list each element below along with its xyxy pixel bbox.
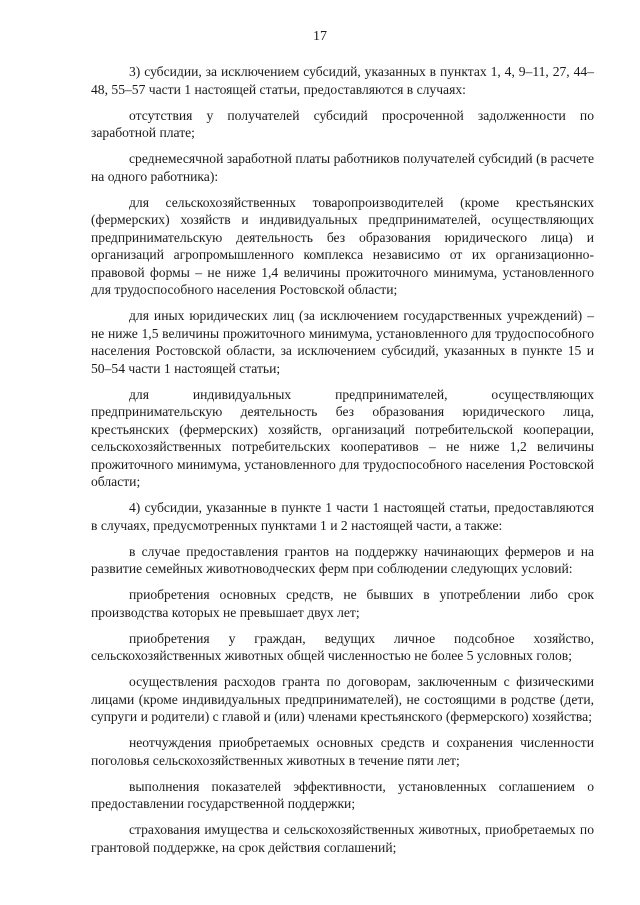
paragraph: неотчуждения приобретаемых основных средств и сохранения численности поголовья сельскохозяйственных животных в течение пяти лет; — [91, 735, 594, 768]
paragraph: в случае предоставления грантов на поддержку начинающих фермеров и на развитие семейных животноводческих ферм при соблюдении следующих условий: — [91, 543, 594, 576]
document-body — [91, 63, 594, 865]
paragraph: 3) субсидии, за исключением субсидий, указанных в пунктах 1, 4, 9–11, 27, 44–48, 55–57 части 1 настоящей статьи, предоставляются в случаях: — [91, 64, 594, 97]
paragraph: отсутствия у получателей субсидий просроченной задолженности по заработной плате; — [91, 107, 594, 140]
paragraph: выполнения показателей эффективности, установленных соглашением о предоставлении государственной поддержки; — [91, 778, 594, 811]
paragraph: для иных юридических лиц (за исключением государственных учреждений) – не ниже 1,5 величины прожиточного минимума, установленного для трудоспособного населения Ростовской области, за исключением субсидий, указанных в пункте 15 и 50–54 части 1 настоящей статьи; — [91, 308, 594, 376]
paragraph: страхования имущества и сельскохозяйственных животных, приобретаемых по грантовой поддержке, на срок действия соглашений; — [91, 822, 594, 855]
paragraph: для сельскохозяйственных товаропроизводителей (кроме крестьянских (фермерских) хозяйств и индивидуальных предпринимателей, осуществляющих предпринимательскую деятельность без образования юридического лица) и организаций агропромышленного комплекса независимо от их организационно-правовой формы – не ниже 1,4 величины прожиточного минимума, установленного для трудоспособного населения Ростовской области; — [91, 194, 594, 297]
paragraph: для индивидуальных предпринимателей, осуществляющих предпринимательскую деятельность без образования юридического лица, крестьянских (фермерских) хозяйств, организаций потребительской кооперации, сельскохозяйственных потребительских кооперативов – не ниже 1,2 величины прожиточного минимума, установленного для трудоспособного населения Ростовской области; — [91, 386, 594, 489]
paragraph: приобретения у граждан, ведущих личное подсобное хозяйство, сельскохозяйственных животных общей численностью не более 5 условных голов; — [91, 630, 594, 663]
page-number: 17 — [313, 29, 327, 44]
paragraph: приобретения основных средств, не бывших в употреблении либо срок производства которых не превышает двух лет; — [91, 587, 594, 620]
paragraph: 4) субсидии, указанные в пункте 1 части 1 настоящей статьи, предоставляются в случаях, предусмотренных пунктами 1 и 2 настоящей части, а также: — [91, 500, 594, 533]
paragraph: осуществления расходов гранта по договорам, заключенным с физическими лицами (кроме индивидуальных предпринимателей), не состоящими в родстве (дети, супруги и родители) с главой и (или) членами крестьянского (фермерского) хозяйства; — [91, 674, 594, 724]
paragraph: среднемесячной заработной платы работников получателей субсидий (в расчете на одного работника): — [91, 151, 594, 184]
